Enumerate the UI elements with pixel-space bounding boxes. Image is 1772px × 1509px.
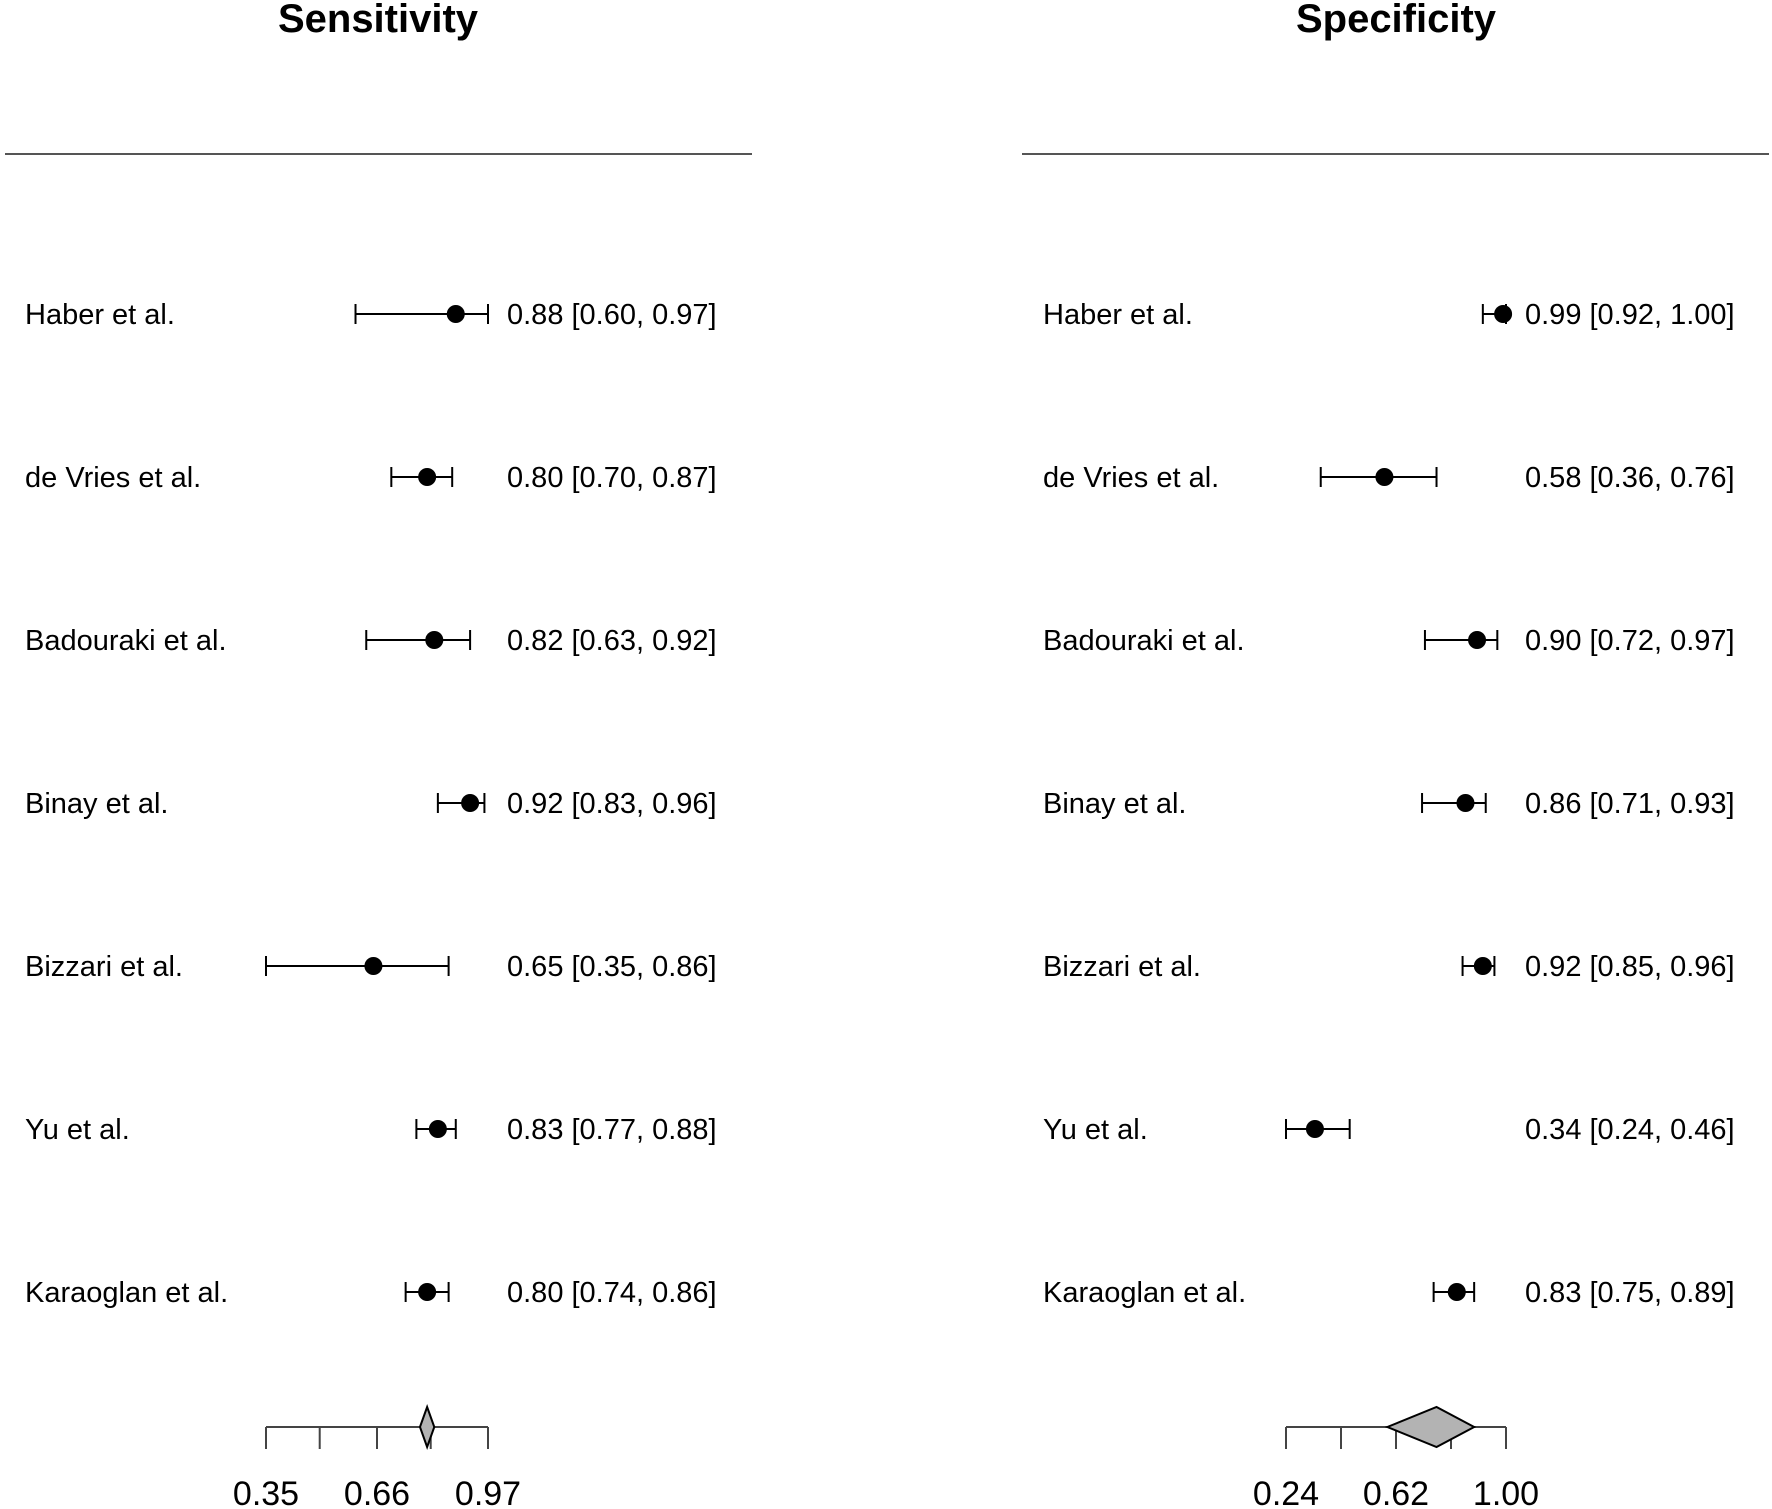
estimate-ci-label: 0.82 [0.63, 0.92] [507,625,717,657]
panel-title: Sensitivity [277,0,479,41]
study-label: Badouraki et al. [25,625,227,657]
study-label: Bizzari et al. [25,951,183,983]
estimate-ci-label: 0.99 [0.92, 1.00] [1525,299,1735,331]
forest-panel-specificity [1022,0,1769,1509]
study-row [1043,788,1735,820]
study-label: Binay et al. [25,788,169,820]
study-label: Yu et al. [1043,1114,1148,1146]
point-estimate [1448,1283,1466,1301]
study-row [25,1277,717,1309]
study-row [25,951,717,983]
point-estimate [1468,631,1486,649]
x-tick-label: 0.66 [343,1475,411,1509]
estimate-ci-label: 0.65 [0.35, 0.86] [507,951,717,983]
point-estimate [418,468,436,486]
estimate-ci-label: 0.92 [0.85, 0.96] [1525,951,1735,983]
point-estimate [1456,794,1474,812]
forest-panel-sensitivity [5,0,752,1509]
study-row [1043,462,1735,494]
study-row [1043,625,1735,657]
study-row [1043,951,1735,983]
estimate-ci-label: 0.80 [0.70, 0.87] [507,462,717,494]
study-label: de Vries et al. [1043,462,1220,494]
x-tick-label: 0.97 [454,1475,522,1509]
point-estimate [1474,957,1492,975]
study-label: de Vries et al. [25,462,202,494]
x-tick-label: 0.62 [1362,1475,1430,1509]
point-estimate [461,794,479,812]
estimate-ci-label: 0.58 [0.36, 0.76] [1525,462,1735,494]
point-estimate [429,1120,447,1138]
pooled-estimate-diamond [1387,1407,1474,1447]
estimate-ci-label: 0.88 [0.60, 0.97] [507,299,717,331]
study-label: Haber et al. [1043,299,1193,331]
point-estimate [364,957,382,975]
study-label: Karaoglan et al. [25,1277,229,1309]
pooled-estimate-diamond [420,1407,434,1447]
study-label: Badouraki et al. [1043,625,1245,657]
point-estimate [1375,468,1393,486]
point-estimate [418,1283,436,1301]
x-tick-label: 0.35 [232,1475,300,1509]
study-row [25,1114,717,1146]
estimate-ci-label: 0.90 [0.72, 0.97] [1525,625,1735,657]
study-row [1043,299,1735,331]
estimate-ci-label: 0.83 [0.75, 0.89] [1525,1277,1735,1309]
panel-title: Specificity [1295,0,1497,41]
x-tick-label: 1.00 [1472,1475,1540,1509]
x-tick-label: 0.24 [1252,1475,1320,1509]
estimate-ci-label: 0.83 [0.77, 0.88] [507,1114,717,1146]
point-estimate [425,631,443,649]
estimate-ci-label: 0.34 [0.24, 0.46] [1525,1114,1735,1146]
study-row [25,788,717,820]
study-label: Bizzari et al. [1043,951,1201,983]
study-row [1043,1114,1735,1146]
point-estimate [1494,305,1512,323]
estimate-ci-label: 0.80 [0.74, 0.86] [507,1277,717,1309]
point-estimate [1306,1120,1324,1138]
study-label: Binay et al. [1043,788,1187,820]
estimate-ci-label: 0.92 [0.83, 0.96] [507,788,717,820]
study-row [1043,1277,1735,1309]
point-estimate [447,305,465,323]
study-label: Karaoglan et al. [1043,1277,1247,1309]
study-label: Haber et al. [25,299,175,331]
estimate-ci-label: 0.86 [0.71, 0.93] [1525,788,1735,820]
study-row [25,625,717,657]
study-row [25,299,717,331]
study-label: Yu et al. [25,1114,130,1146]
study-row [25,462,717,494]
